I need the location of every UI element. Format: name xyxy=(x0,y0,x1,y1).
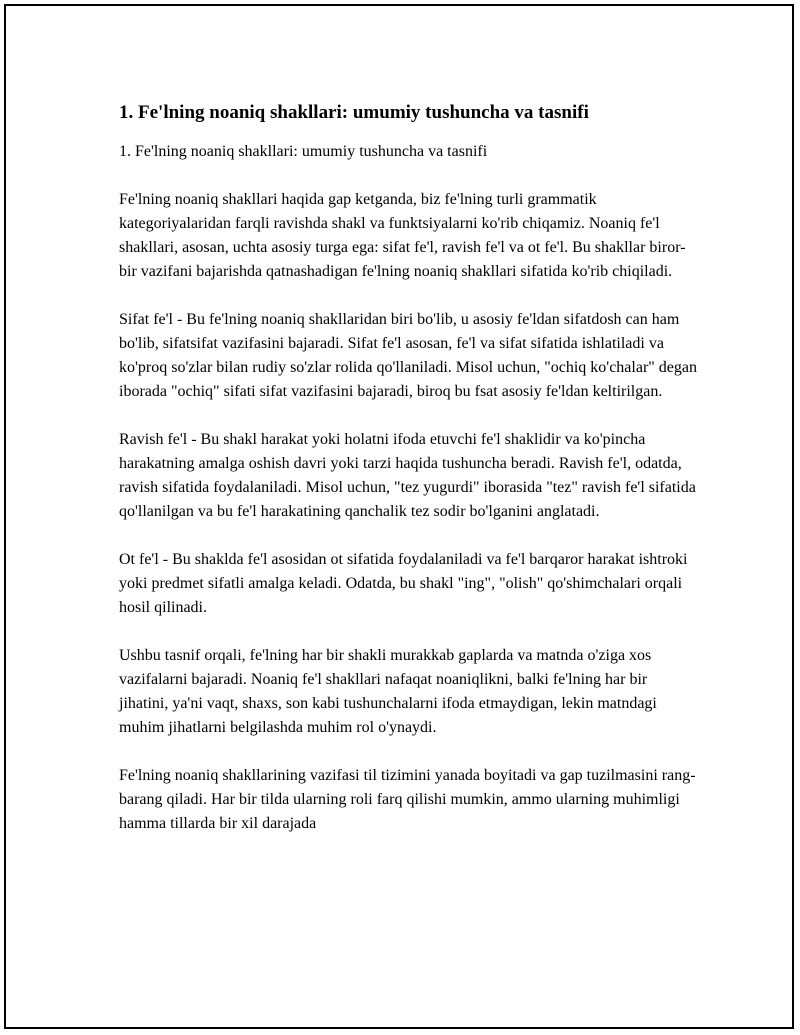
paragraph-ot-fel: Ot fe'l - Bu shaklda fe'l asosidan ot sifatida foydalaniladi va fe'l barqaror harakat ishtroki yoki predmet sifatli amalga keladi. Odatda, bu shakl "ing", "olish" qo'shimchalari orqali hosil qilinadi. xyxy=(119,551,688,616)
document-title: 1. Fe'lning noaniq shakllari: umumiy tushuncha va tasnifi xyxy=(119,102,589,123)
document-subtitle: 1. Fe'lning noaniq shakllari: umumiy tushuncha va tasnifi xyxy=(119,143,488,160)
paragraph-ravish-fel: Ravish fe'l - Bu shakl harakat yoki holatni ifoda etuvchi fe'l shaklidir va ko'pincha harakatning amalga oshish davri yoki tarzi haqida tushuncha beradi. Ravish fe'l, odatda, ravish sifatida foydalaniladi. Misol uchun, "tez yugurdi" iborasida "tez" ravish fe'l sifatida qo'llanilgan va bu fe'l harakatining qanchalik tez sodir bo'lganini anglatadi. xyxy=(119,431,696,520)
paragraph-intro: Fe'lning noaniq shakllari haqida gap ketganda, biz fe'lning turli grammatik kategoriyalaridan farqli ravishda shakl va funktsiyalarni ko'rib chiqamiz. Noaniq fe'l shakllari, asosan, uchta asosiy turga ega: sifat fe'l, ravish fe'l va ot fe'l. Bu shakllar biror-bir vazifani bajarishda qatnashadigan fe'lning noaniq shakllari sifatida ko'rib chiqiladi. xyxy=(119,191,686,280)
paragraph-tasnif: Ushbu tasnif orqali, fe'lning har bir shakli murakkab gaplarda va matnda o'ziga xos vazifalarni bajaradi. Noaniq fe'l shakllari nafaqat noaniqlikni, balki fe'lning har bir jihatini, ya'ni vaqt, shaxs, son kabi tushunchalarni ifoda etmaydigan, lekin matndagi muhim jihatlarni belgilashda muhim rol o'ynaydi. xyxy=(119,647,657,736)
paragraph-sifat-fel: Sifat fe'l - Bu fe'lning noaniq shakllaridan biri bo'lib, u asosiy fe'ldan sifatdosh can ham bo'lib, sifatsifat vazifasini bajaradi. Sifat fe'l asosan, fe'l va sifat sifatida ishlatiladi va ko'proq so'zlar bilan rudiy so'zlar rolida qo'llaniladi. Misol uchun, "ochiq ko'chalar" degan iborada "ochiq" sifati sifat vazifasini bajaradi, biroq bu fsat asosiy fe'ldan keltirilgan. xyxy=(119,311,697,400)
document-content xyxy=(119,100,699,860)
document-page xyxy=(4,4,794,1029)
paragraph-vazifasi: Fe'lning noaniq shakllarining vazifasi til tizimini yanada boyitadi va gap tuzilmasini rang-barang qiladi. Har bir tilda ularning roli farq qilishi mumkin, ammo ularning muhimligi hamma tillarda bir xil darajada xyxy=(119,767,696,832)
